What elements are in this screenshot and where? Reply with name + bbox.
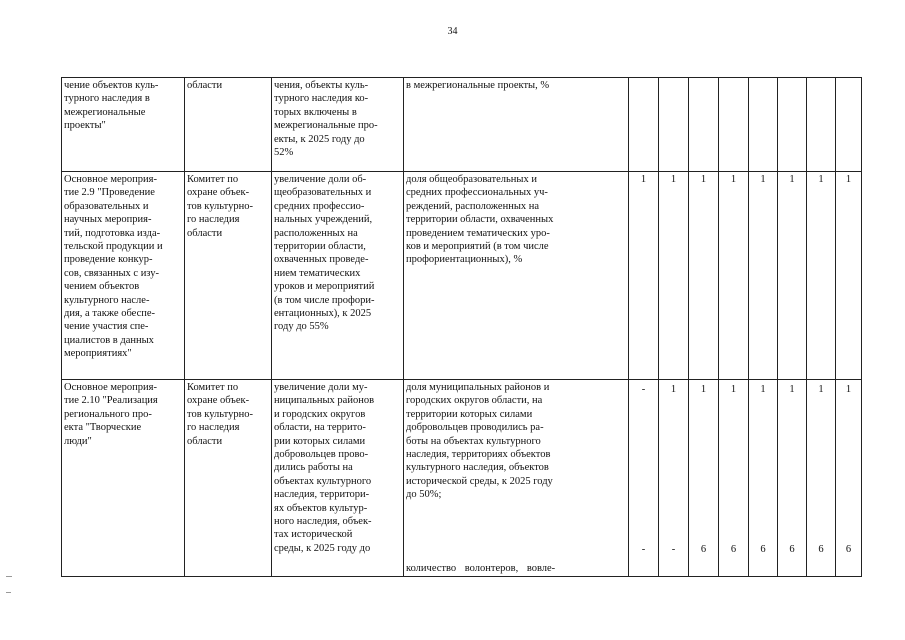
cell-text-line: тий, подготовка изда- (64, 227, 161, 239)
cell-text-line: чения, объекты куль- (274, 80, 369, 91)
cell-text-line: боты на объектах культурного (406, 435, 541, 447)
cell-text-line: увеличение доли му- (274, 382, 368, 393)
value-line-1: - (641, 384, 646, 395)
value-cell (807, 78, 836, 172)
value-cell (836, 78, 862, 172)
cell-text-line: научных мероприя- (64, 214, 152, 226)
cell-text-line: области (187, 435, 223, 447)
value-line-2: 6 (845, 544, 852, 555)
indicator-cell (404, 380, 629, 577)
measures-table (61, 77, 862, 577)
cell-text-line: до 50%; (406, 489, 442, 501)
cell-text-line: 52% (274, 147, 294, 159)
cell-text-line: тов культурно- (187, 200, 253, 212)
cell-text-line: профориентационных), % (406, 254, 523, 266)
value-cell (778, 380, 807, 577)
cell-text-line: тие 2.9 "Проведение (64, 187, 155, 199)
value-cell (719, 380, 749, 577)
value-line-1: 1 (700, 384, 707, 395)
cell-text-line: сов, связанных с изу- (64, 267, 159, 279)
cell-text-line: средних профессио- (274, 200, 365, 212)
cell-text-line: ков и мероприятий (в том числе (406, 241, 549, 253)
cell-text-line: наследия, территори- (274, 489, 370, 501)
cell-text-line: образовательных и (64, 200, 149, 212)
cell-text-line: области (187, 80, 223, 91)
cell-text-line: проведение конкур- (64, 254, 153, 266)
value-cell: 1 (629, 172, 659, 380)
cell-text-line: области (187, 227, 223, 239)
value-cell (689, 380, 719, 577)
cell-text-line: доля муниципальных районов и (406, 382, 550, 393)
cell-text-line: среды, к 2025 году до (274, 542, 371, 554)
cell-text-line: дились работы на (274, 462, 353, 474)
executor-cell (185, 172, 272, 380)
cell-text-line: ниципальных районов (274, 395, 375, 407)
cell-text-line: щеобразовательных и (274, 187, 372, 199)
value-cell (659, 380, 689, 577)
value-line-2: 6 (730, 544, 737, 555)
cell-text-line: территории области, (274, 241, 366, 253)
cell-text-line: охране объек- (187, 187, 250, 199)
cell-text-line: нальных учреждений, (274, 214, 373, 226)
cell-text-line: Основное мероприя- (64, 382, 157, 393)
value-line-2: 6 (760, 544, 766, 555)
cell-text-line: территории области, охваченных (406, 214, 554, 226)
cell-text-line: циалистов в данных (64, 334, 154, 346)
cell-text-line: проведением тематических уро- (406, 227, 550, 239)
cell-text-line: турного наследия ко- (274, 93, 369, 105)
cell-text-line: тах исторической (274, 529, 353, 541)
cell-text-line: уроков и мероприятий (274, 281, 375, 293)
value-line-1: 1 (789, 384, 795, 395)
cell-text-line: мероприятиях" (64, 348, 132, 360)
page-number: 34 (447, 26, 458, 37)
cell-text-line: охваченных проведе- (274, 254, 369, 266)
cell-text-line: в межрегиональные проекты, % (406, 80, 550, 91)
cell-text-line: тельской продукции и (64, 241, 163, 253)
table-row (62, 78, 862, 172)
cell-text-line: исторической среды, к 2025 году (406, 475, 553, 487)
value-line-2: 6 (818, 544, 824, 555)
table-row (62, 380, 862, 577)
cell-text-line: (в том числе профори- (274, 294, 375, 306)
table-row (62, 172, 862, 380)
cell-text-line: культурного наследия, объектов (406, 462, 549, 474)
cell-text-line: торых включены в (274, 106, 357, 118)
cell-text-line: межрегиональные (64, 106, 146, 118)
value-line-2: 6 (700, 544, 707, 555)
value-cell (807, 380, 836, 577)
value-cell: 1 (719, 172, 749, 380)
value-cell (629, 78, 659, 172)
value-cell (659, 78, 689, 172)
cell-text-line: го наследия (187, 422, 240, 434)
cell-text-line: добровольцев прово- (274, 449, 369, 461)
value-cell (719, 78, 749, 172)
cell-text-line: екта "Творческие (64, 422, 142, 434)
indicator-cell (404, 172, 629, 380)
cell-text-line: рии которых силами (274, 435, 366, 447)
cell-text-line: люди" (64, 435, 92, 447)
cell-text-line: чение участия спе- (64, 321, 149, 333)
cell-text-line: доля общеобразовательных и (406, 174, 537, 185)
value-cell: 1 (689, 172, 719, 380)
cell-text-line: турного наследия в (64, 93, 150, 105)
cell-text-line: го наследия (187, 214, 240, 226)
cell-text-line: ного наследия, объек- (274, 516, 372, 528)
cell-text-line: Комитет по (187, 382, 239, 393)
value-line-1: 1 (845, 384, 852, 395)
cell-text-line: Основное мероприя- (64, 174, 157, 185)
value-cell: 1 (836, 172, 862, 380)
cell-text-line: охране объек- (187, 395, 250, 407)
cell-text-line: дия, а также обеспе- (64, 308, 156, 320)
value-line-2: 6 (789, 544, 795, 555)
cell-text-line: и городских округов (274, 408, 366, 420)
scan-mark (6, 592, 11, 593)
value-line-1: 1 (760, 384, 766, 395)
executor-cell (185, 78, 272, 172)
cell-text-line: Комитет по (187, 174, 239, 185)
expected-result-cell (272, 78, 404, 172)
cell-text-line: средних профессиональных уч- (406, 187, 548, 199)
value-cell (629, 380, 659, 577)
value-cell: 1 (749, 172, 778, 380)
value-cell (689, 78, 719, 172)
value-cell (836, 380, 862, 577)
cell-text-line: расположенных на (274, 227, 358, 239)
value-cell (749, 380, 778, 577)
cell-text-line: территории которых силами (406, 408, 533, 420)
value-cell: 1 (659, 172, 689, 380)
indicator-cell (404, 78, 629, 172)
expected-result-cell (272, 172, 404, 380)
cell-text-line: проекты" (64, 120, 106, 132)
cell-text-line: регионального про- (64, 408, 152, 420)
value-line-1: 1 (730, 384, 737, 395)
value-cell: 1 (778, 172, 807, 380)
cell-text-line: году до 55% (274, 321, 329, 333)
measure-name-cell (62, 172, 185, 380)
cell-text-line: ях объектов культур- (274, 502, 368, 514)
scan-mark (6, 576, 12, 577)
cell-text-line: реждений, расположенных на (406, 200, 540, 212)
cell-text-line: области, на террито- (274, 422, 366, 434)
cell-text-line: тов культурно- (187, 408, 253, 420)
indicator-continuation: количество волонтеров, вовле- (406, 562, 556, 574)
cell-text-line: межрегиональные про- (274, 120, 378, 132)
cell-text-line: наследия, территориях объектов (406, 449, 551, 461)
cell-text-line: нием тематических (274, 267, 361, 279)
cell-text-line: чение объектов куль- (64, 80, 159, 91)
value-cell (749, 78, 778, 172)
cell-text-line: чением объектов (64, 281, 140, 293)
value-line-1: 1 (818, 384, 824, 395)
value-cell (778, 78, 807, 172)
cell-text-line: добровольцев проводились ра- (406, 422, 544, 434)
measure-name-cell (62, 380, 185, 577)
value-line-2: - (641, 544, 646, 555)
cell-text-line: культурного насле- (64, 294, 150, 306)
cell-text-line: городских округов области, на (406, 395, 543, 407)
value-cell: 1 (807, 172, 836, 380)
measure-name-cell (62, 78, 185, 172)
value-line-2: - (671, 544, 676, 555)
cell-text-line: тие 2.10 "Реализация (64, 395, 158, 407)
cell-text-line: увеличение доли об- (274, 174, 367, 185)
cell-text-line: ентационных), к 2025 (274, 308, 372, 320)
value-line-1: 1 (670, 384, 677, 395)
cell-text-line: екты, к 2025 году до (274, 133, 365, 145)
executor-cell (185, 380, 272, 577)
cell-text-line: объектах культурного (274, 475, 372, 487)
expected-result-cell (272, 380, 404, 577)
